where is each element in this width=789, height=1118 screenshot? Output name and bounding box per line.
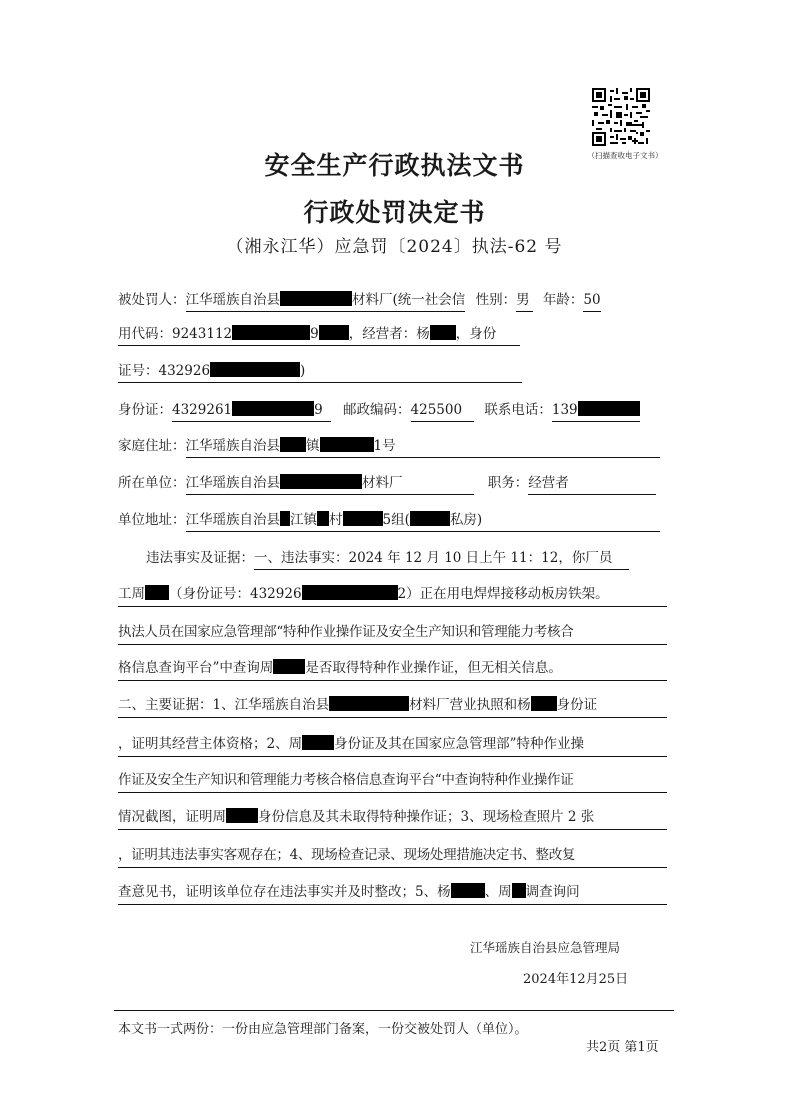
redaction [578, 401, 640, 416]
facts-line-10 [118, 883, 667, 905]
duty-label: 职务： [487, 475, 529, 491]
unit-address-line [118, 511, 660, 532]
redaction [319, 325, 349, 340]
redaction [451, 883, 485, 898]
unit-label: 所在单位： [118, 475, 186, 491]
id-card-value [172, 401, 331, 422]
facts-2c: 2）正在用电焊焊接移动板房铁架。 [397, 586, 609, 602]
facts-line-3: 执法人员在国家应急管理部“特种作业操作证及安全生产知识和管理能力考核合 [118, 623, 667, 645]
unit-value [186, 474, 474, 495]
redaction [280, 437, 306, 452]
party-id [118, 362, 522, 383]
redaction [280, 291, 352, 306]
party-label: 被处罚人： [118, 292, 186, 308]
redaction [280, 474, 362, 489]
facts-10a: 查意见书，证明该单位存在违法事实并及时整改；5、杨 [118, 884, 451, 900]
redaction [329, 696, 409, 711]
home-value-b: 镇 [306, 438, 320, 454]
party-line-1 [118, 291, 601, 312]
document-number: （湘永江华）应急罚〔2024〕执法-62 号 [226, 237, 563, 257]
facts-8b: 身份信息及其未取得特种操作证；3、现场检查照片 2 张 [258, 809, 595, 825]
redaction [302, 735, 334, 750]
gender-value: 男 [516, 291, 533, 312]
qr-caption: （扫描查收电子文书） [587, 151, 663, 160]
redaction [273, 659, 305, 674]
facts-4a: 格信息查询平台”中查询周 [118, 660, 274, 676]
home-value-a: 江华瑶族自治县 [185, 438, 280, 454]
operator: ，经营者：杨 [348, 326, 430, 342]
postal-value [411, 401, 475, 422]
facts-4b: 是否取得特种作业操作证，但无相关信息。 [305, 660, 562, 676]
id-card-number: 4329261 [172, 402, 233, 418]
credit-code-a: 用代码：9243112 [118, 326, 233, 342]
issue-date: 2024年12月25日 [523, 972, 629, 987]
redaction [210, 362, 300, 377]
qr-code [592, 88, 650, 146]
party-name-a: 江华瑶族自治县 [185, 292, 280, 308]
redaction [232, 325, 310, 340]
party-name [186, 291, 466, 312]
page-number: 共2页 第1页 [586, 1040, 659, 1055]
redaction [226, 808, 258, 823]
facts-5c: 身份证 [556, 697, 598, 713]
phone-number: 139 [551, 402, 578, 418]
unit-address-d: 5组( [382, 512, 410, 528]
facts-8a: 情况截图，证明周 [118, 809, 226, 825]
facts-10b: 、周 [484, 884, 512, 900]
unit-line [118, 474, 656, 495]
contact-line [118, 401, 640, 422]
unit-address-label: 单位地址： [118, 512, 186, 528]
phone-value [552, 401, 640, 422]
home-address-line [118, 437, 660, 458]
unit-address-a: 江华瑶族自治县 [185, 512, 280, 528]
redaction [232, 401, 314, 416]
redaction [145, 585, 169, 600]
postal-number: 425500 [410, 402, 463, 418]
facts-line-8 [118, 808, 667, 830]
footer-note: 本文书一式两份：一份由应急管理部门备案，一份交被处罚人（单位）。 [118, 1022, 528, 1037]
document-title: 行政处罚决定书 [303, 198, 486, 227]
party-id-label: 证号：432926 [118, 363, 211, 379]
facts-line-9: ，证明其违法事实客观存在；4、现场检查记录、现场处理措施决定书、整改复 [118, 846, 667, 868]
facts-line-2 [118, 585, 667, 607]
footer-divider [114, 1010, 674, 1011]
facts-10c: 调查询问 [525, 884, 580, 900]
facts-text-1: 一、违法事实：2024 年 12 月 10 日上午 11：12，你厂员 [254, 549, 629, 570]
facts-5a: 二、主要证据：1、江华瑶族自治县 [118, 697, 330, 713]
unit-address-b: 江镇 [290, 512, 317, 528]
facts-lead: 违法事实及证据： [146, 550, 254, 566]
id-tail: ，身份 [455, 326, 497, 342]
unit-address-c: 村 [329, 512, 343, 528]
unit-value-b: 材料厂 [362, 475, 403, 491]
age-label: 年龄： [542, 292, 584, 308]
redaction [280, 511, 290, 526]
facts-5b: 材料厂营业执照和杨 [409, 697, 531, 713]
id-card-end: 9 [314, 402, 323, 418]
redaction [343, 511, 383, 526]
facts-line-7: 作证及安全生产知识和管理能力考核合格信息查询平台“中查询特种作业操作证 [118, 771, 667, 793]
party-name-b: 材料厂(统一社会信 [352, 292, 466, 308]
credit-code [118, 325, 520, 346]
facts-line-5 [118, 696, 667, 718]
home-value-c: 1号 [373, 438, 396, 454]
party-id-close: ) [300, 363, 306, 379]
document-category-title: 安全生产行政执法文书 [264, 151, 525, 180]
home-value [186, 437, 660, 458]
home-label: 家庭住址： [118, 438, 186, 454]
unit-value-a: 江华瑶族自治县 [185, 475, 280, 491]
redaction [512, 883, 526, 898]
facts-6a: ，证明其经营主体资格；2、周 [118, 736, 303, 752]
facts-line-6 [118, 735, 667, 757]
redaction [430, 325, 456, 340]
facts-line-1 [146, 549, 629, 570]
redaction [320, 437, 374, 452]
credit-code-b: 9 [310, 326, 319, 342]
facts-2b: （身份证号：432926 [169, 586, 302, 602]
redaction [531, 696, 557, 711]
phone-label: 联系电话： [484, 402, 552, 418]
id-card-label: 身份证： [118, 402, 172, 418]
party-line-3 [118, 362, 522, 383]
facts-line-4 [118, 659, 667, 681]
issuing-authority: 江华瑶族自治县应急管理局 [470, 940, 621, 955]
duty-value: 经营者 [528, 474, 656, 495]
postal-label: 邮政编码： [343, 402, 411, 418]
redaction [317, 511, 329, 526]
facts-6b: 身份证及其在国家应急管理部”特种作业操 [334, 736, 584, 752]
gender-label: 性别： [475, 292, 517, 308]
redaction [410, 511, 450, 526]
redaction [302, 585, 398, 600]
facts-2a: 工周 [118, 586, 145, 602]
unit-address-value [186, 511, 660, 532]
unit-address-e: 私房) [449, 512, 483, 528]
party-line-2 [118, 325, 520, 346]
age-value: 50 [583, 291, 600, 312]
